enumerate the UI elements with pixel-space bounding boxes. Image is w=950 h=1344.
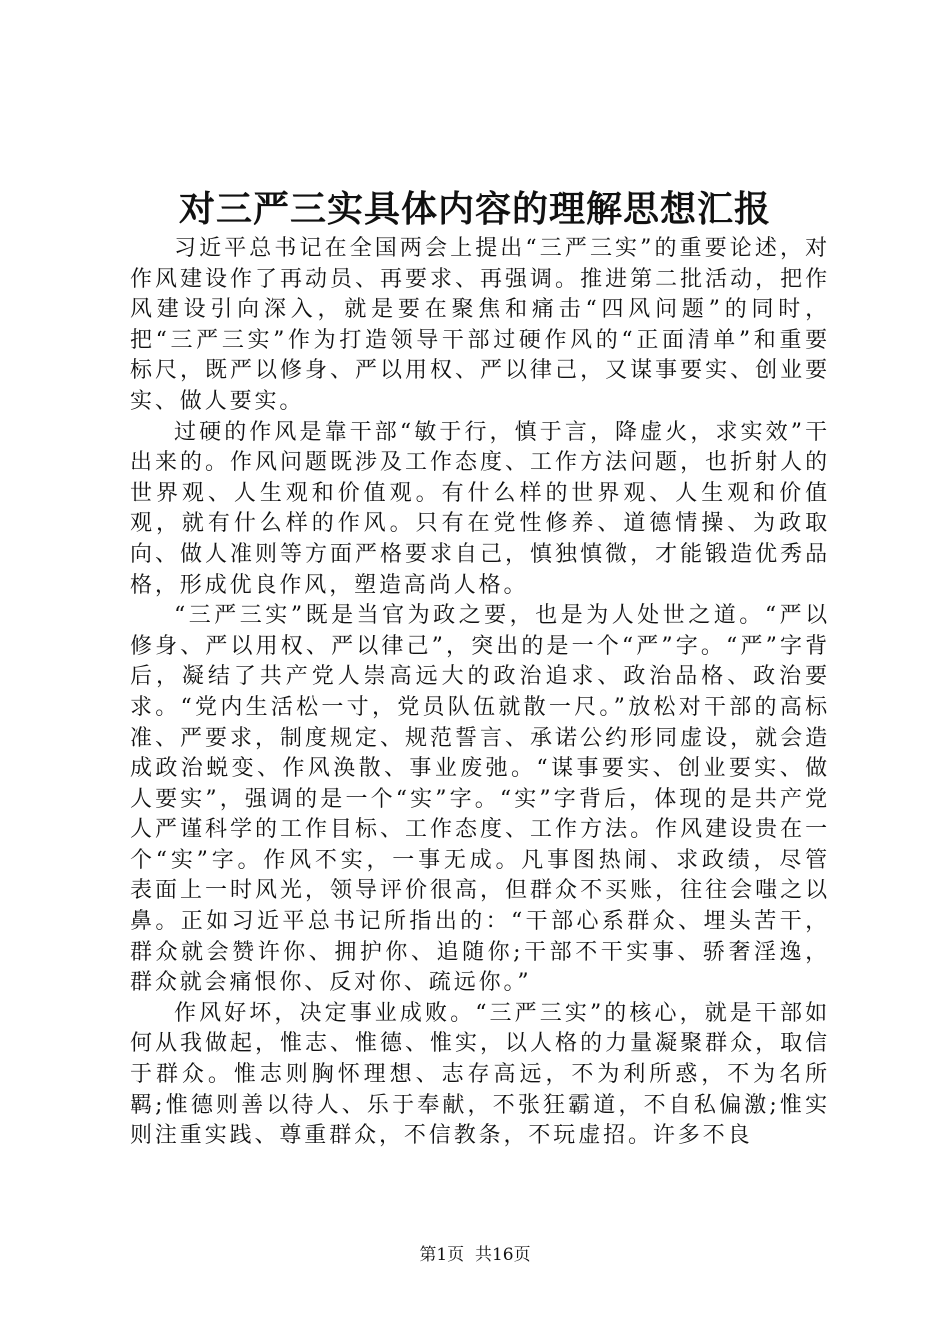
- body-paragraph: 作风好坏，决定事业成败。“三严三实”的核心，就是干部如何从我做起，惟志、惟德、惟实，以人格的力量凝聚群众，取信于群众。惟志则胸怀理想、志存高远，不为利所惑，不为名所羁;惟德则善以待人、乐于奉献，不张狂霸道，不自私偏激;惟实则注重实践、尊重群众，不信教条，不玩虚招。许多不良: [130, 1000, 830, 1149]
- page-footer: [0, 1243, 950, 1267]
- document-body: [130, 234, 830, 1152]
- body-paragraph: 过硬的作风是靠干部“敏于行，慎于言，降虚火，求实效”干出来的。作风问题既涉及工作态度、工作方法问题，也折射人的世界观、人生观和价值观。有什么样的世界观、人生观和价值观，就有什么样的作风。只有在党性修养、道德情操、为政取向、做人准则等方面严格要求自己，慎独慎微，才能锻造优秀品格，形成优良作风，塑造高尚人格。: [130, 419, 830, 598]
- body-paragraph: 习近平总书记在全国两会上提出“三严三实”的重要论述，对作风建设作了再动员、再要求、再强调。推进第二批活动，把作风建设引向深入，就是要在聚焦和痛击“四风问题”的同时，把“三严三实”作为打造领导干部过硬作风的“正面清单”和重要标尺，既严以修身、严以用权、严以律己，又谋事要实、创业要实、做人要实。: [130, 236, 830, 414]
- page-number-label: 第1页 共16页: [419, 1245, 531, 1265]
- document-title: 对三严三实具体内容的理解思想汇报: [178, 188, 771, 230]
- body-paragraph: “三严三实”既是当官为政之要，也是为人处世之道。“严以修身、严以用权、严以律己”，突出的是一个“严”字。“严”字背后，凝结了共产党人崇高远大的政治追求、政治品格、政治要求。“党内生活松一寸，党员队伍就散一尺。”放松对干部的高标准、严要求，制度规定、规范誓言、承诺公约形同虚设，就会造成政治蜕变、作风涣散、事业废弛。“谋事要实、创业要实、做人要实”，强调的是一个“实”字。“实”字背后，体现的是共产党人严谨科学的工作目标、工作态度、工作方法。作风建设贵在一个“实”字。作风不实，一事无成。凡事图热闹、求政绩，尽管表面上一时风光，领导评价很高，但群众不买账，往往会嗤之以鼻。正如习近平总书记所指出的：“干部心系群众、埋头苦干，群众就会赞许你、拥护你、追随你;干部不干实事、骄奢淫逸，群众就会痛恨你、反对你、疏远你。”: [130, 603, 830, 996]
